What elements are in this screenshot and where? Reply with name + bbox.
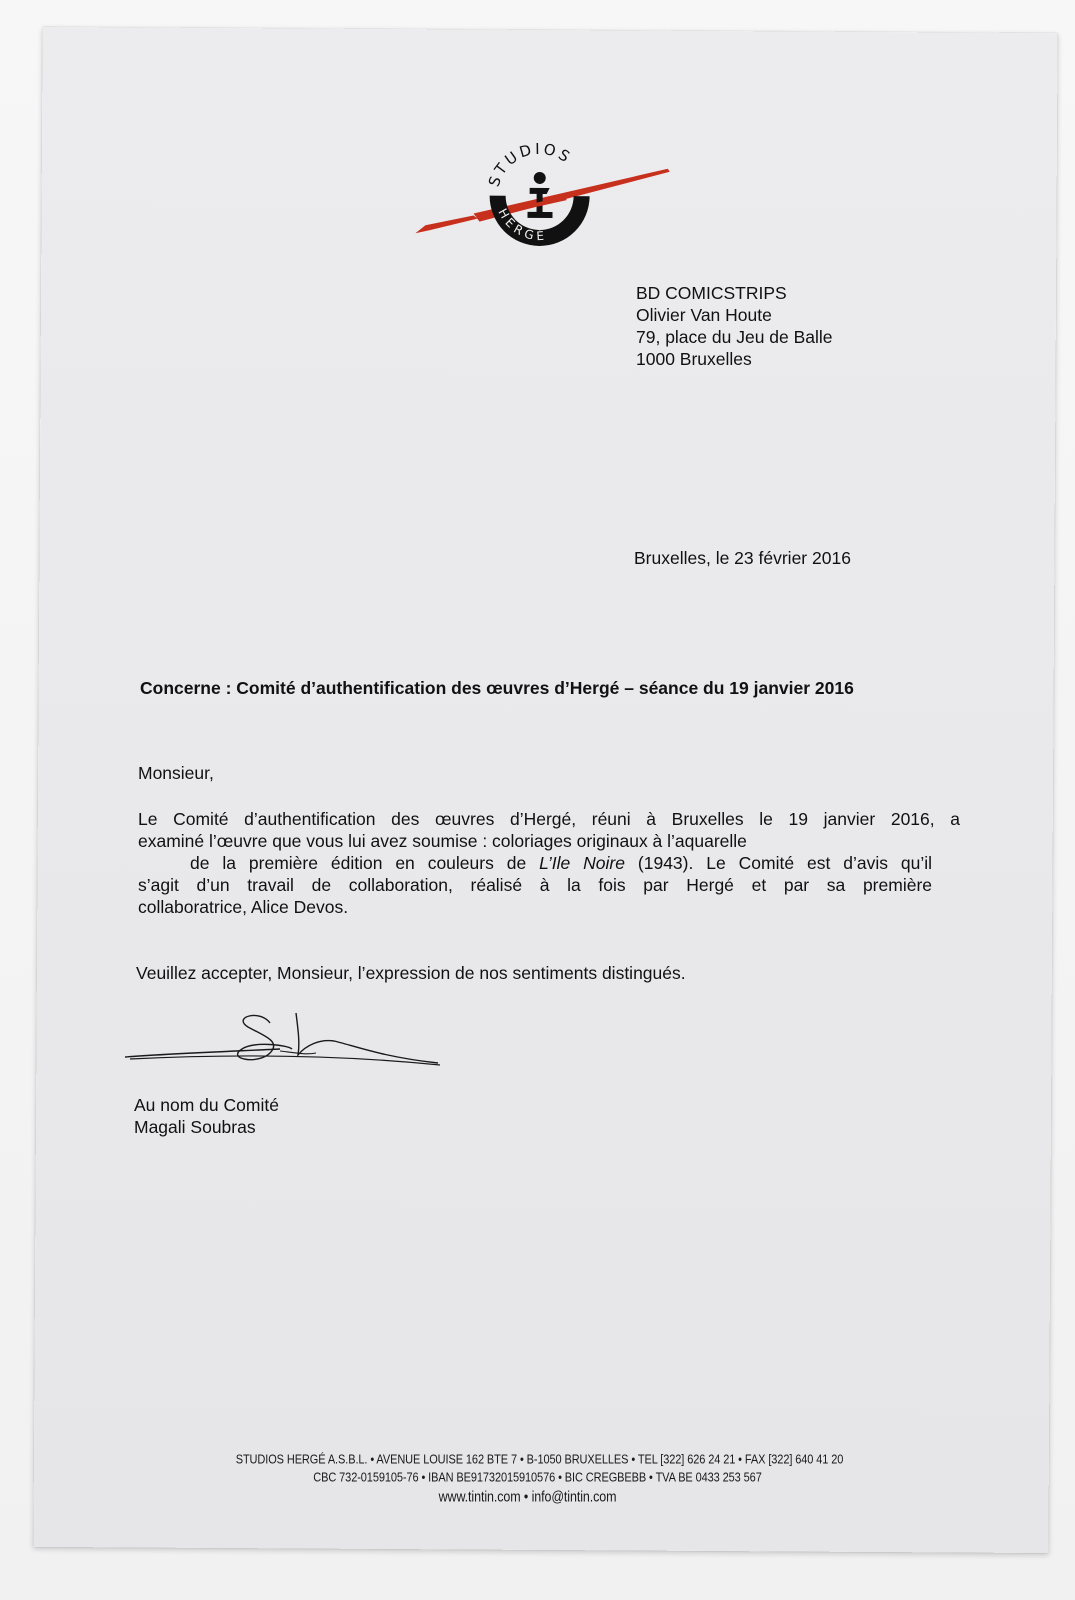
salutation: Monsieur, [138, 763, 214, 783]
body-line [190, 852, 932, 874]
signatory-name: Magali Soubras [134, 1117, 256, 1137]
body-text: (1943). Le Comité est d’avis qu’il [625, 853, 932, 873]
body-line: Le Comité d’authentification des œuvres d’Hergé, réuni à Bruxelles le 19 janvier 2016, a [138, 809, 960, 829]
recipient-line: 1000 Bruxelles [636, 349, 752, 369]
body-line: s’agit d’un travail de collaboration, réalisé à la fois par Hergé et par sa première [138, 875, 932, 895]
recipient-address [636, 282, 996, 370]
signoff-block [134, 1094, 279, 1138]
handwritten-signature [120, 1005, 460, 1085]
logo-top-text: STUDIOS [484, 139, 576, 189]
recipient-line: Olivier Van Houte [636, 305, 772, 325]
recipient-line: 79, place du Jeu de Balle [636, 327, 833, 347]
footer-line: STUDIOS HERGÉ A.S.B.L. • AVENUE LOUISE 162 BTE 7 • B-1050 BRUXELLES • TEL [322] 626 24 21 • FAX [322] 640 41 20 [235, 1453, 844, 1467]
body-text: de la première édition en couleurs de [190, 853, 540, 873]
closing-formula: Veuillez accepter, Monsieur, l’expression de nos sentiments distingués. [136, 963, 686, 983]
body-line: collaboratrice, Alice Devos. [138, 897, 349, 917]
letter-date: Bruxelles, le 23 février 2016 [634, 548, 851, 568]
letter-sheet [33, 27, 1057, 1553]
book-title: L’Ile Noire [539, 853, 625, 873]
footer-line: CBC 732-0159105-76 • IBAN BE91732015910576 • BIC CREGBEBB • TVA BE 0433 253 567 [313, 1471, 762, 1485]
footer-contact: www.tintin.com • info@tintin.com [438, 1488, 617, 1506]
recipient-line: BD COMICSTRIPS [636, 283, 787, 303]
signoff-line: Au nom du Comité [134, 1095, 279, 1115]
svg-text:STUDIOS [485, 139, 576, 189]
body-line: examiné l’œuvre que vous lui avez soumise : coloriages originaux à l’aquarelle [138, 831, 747, 851]
letter-subject: Concerne : Comité d’authentification des œuvres d’Hergé – séance du 19 janvier 2016 [140, 678, 854, 698]
studios-herge-logo-icon [415, 137, 686, 249]
logo-bottom-text: HERGÉ [495, 206, 549, 244]
